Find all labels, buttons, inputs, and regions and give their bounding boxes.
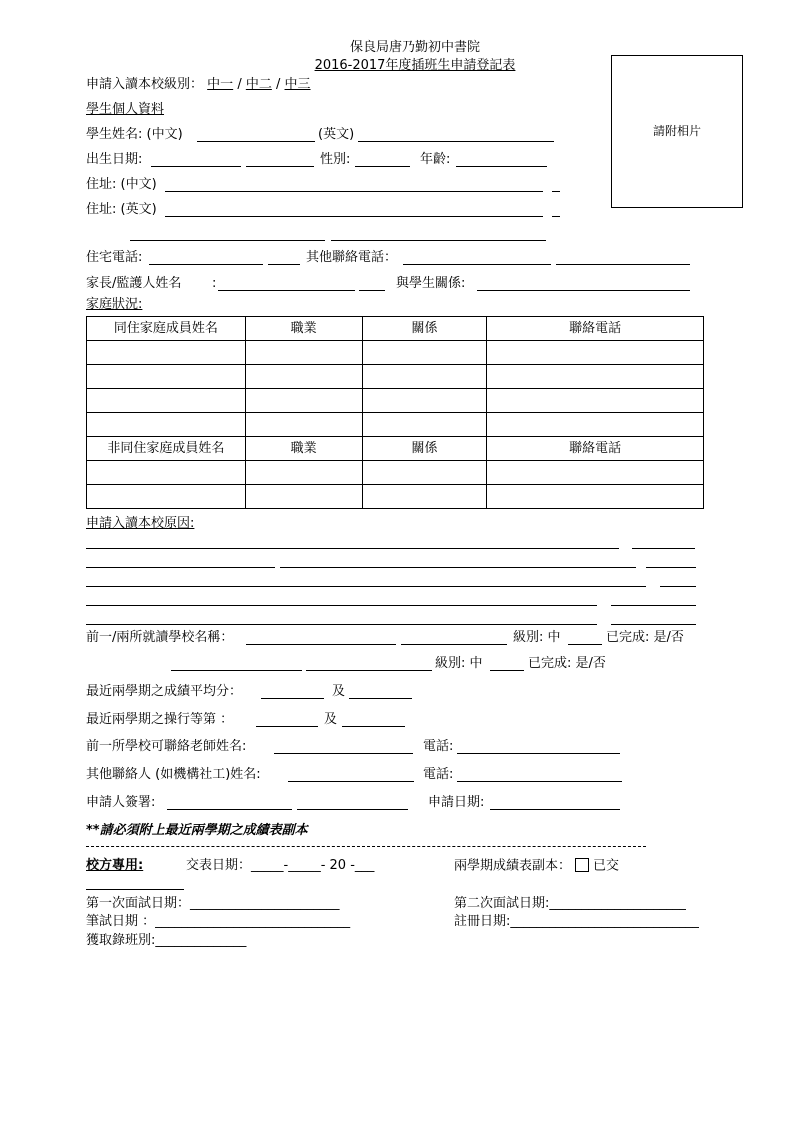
prev-school-field-2[interactable] <box>401 644 507 645</box>
addr-en-field-end <box>552 216 560 217</box>
age-label: 年齡: <box>420 152 451 167</box>
register-date: 註冊日期:_____________________________ <box>454 914 699 929</box>
table-cell[interactable] <box>362 365 487 389</box>
avg-and: 及 <box>332 684 346 699</box>
teacher-phone-label: 電話: <box>423 739 454 754</box>
sex-field[interactable] <box>355 166 410 167</box>
header-cell: 聯絡電話 <box>487 317 704 341</box>
report-submitted: 已交 <box>593 858 620 874</box>
table-row <box>87 365 704 389</box>
school-name: 保良局唐乃勤初中書院 <box>349 40 480 55</box>
conduct-and: 及 <box>324 712 338 727</box>
table-cell[interactable] <box>245 389 362 413</box>
prev-grade-label: 級別: 中 <box>513 630 561 645</box>
admit-class: 獲取錄班別:______________ <box>86 933 247 948</box>
header-cell: 職業 <box>245 317 362 341</box>
table-cell[interactable] <box>362 389 487 413</box>
prev-school-field-1[interactable] <box>246 644 396 645</box>
name-en-label: (英文) <box>318 127 355 142</box>
name-zh-label: 學生姓名: (中文) <box>86 127 183 142</box>
table-cell[interactable] <box>362 485 487 509</box>
grade-option-s1[interactable]: 中一 <box>207 77 234 92</box>
table-cell[interactable] <box>487 341 704 365</box>
teacher-field[interactable] <box>274 753 413 754</box>
other-contact-field[interactable] <box>288 781 414 782</box>
reason-line[interactable] <box>86 567 275 568</box>
prev-grade2-label: 級別: 中 <box>435 656 483 671</box>
guardian-field-2[interactable] <box>359 290 385 291</box>
reason-line[interactable] <box>86 605 597 606</box>
divider <box>86 846 646 847</box>
header-cell: 同住家庭成員姓名 <box>87 317 246 341</box>
reason-line[interactable] <box>86 548 619 549</box>
dob-field-1[interactable] <box>151 166 241 167</box>
sign-field-1[interactable] <box>167 809 292 810</box>
table-row <box>87 485 704 509</box>
table-cell[interactable] <box>87 341 246 365</box>
table-cell[interactable] <box>362 341 487 365</box>
table-row <box>87 437 704 461</box>
table-cell[interactable] <box>87 461 246 485</box>
name-en-field[interactable] <box>358 141 554 142</box>
prev-school2-field-2[interactable] <box>306 670 432 671</box>
addr-en-label: 住址: (英文) <box>86 202 157 217</box>
office-line <box>86 889 184 890</box>
relation-label: 與學生關係: <box>396 276 466 291</box>
reason-line[interactable] <box>632 548 695 549</box>
photo-label: 請附相片 <box>652 124 701 138</box>
table-cell[interactable] <box>245 485 362 509</box>
interview1: 第一次面試日期：_______________________ <box>86 896 340 911</box>
prev-school2-field-1[interactable] <box>171 670 302 671</box>
table-cell[interactable] <box>245 341 362 365</box>
reason-line[interactable] <box>280 567 636 568</box>
table-cell[interactable] <box>487 413 704 437</box>
avg-field-1[interactable] <box>261 698 324 699</box>
table-cell[interactable] <box>487 365 704 389</box>
table-cell[interactable] <box>362 461 487 485</box>
table-cell[interactable] <box>87 365 246 389</box>
table-row <box>87 389 704 413</box>
table-row <box>87 461 704 485</box>
grade-option-s2[interactable]: 中二 <box>245 77 272 92</box>
home-tel-field-1[interactable] <box>149 264 263 265</box>
table-cell[interactable] <box>87 389 246 413</box>
header-cell: 關係 <box>362 437 487 461</box>
personal-section-title: 學生個人資料 <box>86 102 165 117</box>
office-label: 校方專用: <box>86 858 144 873</box>
prev-done-label: 已完成: 是/否 <box>606 630 684 645</box>
family-table <box>86 316 704 509</box>
report-copy-row <box>454 858 619 875</box>
apply-date-field[interactable] <box>490 809 620 810</box>
reason-label: 申請入讀本校原因: <box>86 516 195 531</box>
addr-zh-label: 住址: (中文) <box>86 177 157 192</box>
table-cell[interactable] <box>87 485 246 509</box>
grade-option-s3[interactable]: 中三 <box>284 77 311 92</box>
family-section-title: 家庭狀況: <box>86 297 143 312</box>
table-cell[interactable] <box>87 413 246 437</box>
other-phone-field[interactable] <box>457 781 622 782</box>
note-text: **請必須附上最近兩學期之成績表副本 <box>86 823 308 838</box>
dob-label: 出生日期: <box>86 152 143 167</box>
submit-date: 交表日期：_____-_____- 20 -___ <box>186 858 375 873</box>
addr-extra-field-2[interactable] <box>331 240 546 241</box>
grade-row <box>86 77 311 93</box>
other-phone-label: 電話: <box>423 767 454 782</box>
header-cell: 聯絡電話 <box>487 437 704 461</box>
reason-line[interactable] <box>611 624 696 625</box>
sex-label: 性別: <box>320 152 351 167</box>
table-cell[interactable] <box>487 485 704 509</box>
age-field[interactable] <box>456 166 547 167</box>
table-row <box>87 341 704 365</box>
relation-field[interactable] <box>477 290 690 291</box>
teacher-phone-field[interactable] <box>457 753 620 754</box>
avg-field-2[interactable] <box>349 698 412 699</box>
table-row <box>87 413 704 437</box>
photo-box <box>611 55 743 208</box>
dob-field-2[interactable] <box>246 166 314 167</box>
header-cell: 關係 <box>362 317 487 341</box>
other-tel-field-2[interactable] <box>556 264 690 265</box>
header-cell: 非同住家庭成員姓名 <box>87 437 246 461</box>
addr-en-field[interactable] <box>165 216 543 217</box>
apply-date-label: 申請日期: <box>428 795 485 810</box>
sign-field-2[interactable] <box>297 809 408 810</box>
prev-grade-field[interactable] <box>568 644 602 645</box>
header-cell: 職業 <box>245 437 362 461</box>
report-copy-label: 兩學期成績表副本： <box>454 858 572 874</box>
form-title: 2016-2017年度插班生申請登記表 <box>314 58 516 73</box>
conduct-label: 最近兩學期之操行等第 ： <box>86 712 234 727</box>
addr-zh-field-end <box>552 191 560 192</box>
reason-line[interactable] <box>86 624 597 625</box>
grade-sep: / <box>276 77 281 92</box>
table-cell[interactable] <box>245 365 362 389</box>
sign-label: 申請人簽署: <box>86 795 156 810</box>
reason-line[interactable] <box>86 586 646 587</box>
guardian-field-1[interactable] <box>218 290 355 291</box>
grade-label: 申請入讀本校級別： <box>86 77 204 92</box>
written-test: 筆試日期 ：______________________________ <box>86 914 351 929</box>
reason-line[interactable] <box>646 567 696 568</box>
interview2: 第二次面試日期:_____________________ <box>454 896 686 911</box>
addr-extra-field-1[interactable] <box>130 240 325 241</box>
reason-line[interactable] <box>660 586 696 587</box>
name-zh-field[interactable] <box>197 141 315 142</box>
prev-grade2-field[interactable] <box>490 670 524 671</box>
other-tel-field-1[interactable] <box>403 264 551 265</box>
prev-school-label: 前一/兩所就讀學校名稱： <box>86 630 234 645</box>
conduct-field-2[interactable] <box>342 726 405 727</box>
grade-sep: / <box>237 77 242 92</box>
home-tel-field-2[interactable] <box>268 264 300 265</box>
table-cell[interactable] <box>245 461 362 485</box>
avg-label: 最近兩學期之成績平均分： <box>86 684 243 699</box>
reason-line[interactable] <box>611 605 696 606</box>
table-cell[interactable] <box>487 461 704 485</box>
prev-done2-label: 已完成: 是/否 <box>528 656 606 671</box>
table-cell[interactable] <box>245 413 362 437</box>
home-tel-label: 住宅電話: <box>86 250 143 265</box>
other-contact-label: 其他聯絡人 (如機構社工)姓名: <box>86 767 261 782</box>
guardian-label: 家長/監護人姓名 <box>86 276 182 291</box>
guardian-colon: : <box>212 276 217 291</box>
table-cell[interactable] <box>362 413 487 437</box>
addr-zh-field[interactable] <box>165 191 543 192</box>
table-row <box>87 317 704 341</box>
conduct-field-1[interactable] <box>256 726 318 727</box>
report-checkbox[interactable] <box>575 858 589 872</box>
teacher-label: 前一所學校可聯絡老師姓名: <box>86 739 247 754</box>
table-cell[interactable] <box>487 389 704 413</box>
other-tel-label: 其他聯絡電話： <box>306 250 398 265</box>
